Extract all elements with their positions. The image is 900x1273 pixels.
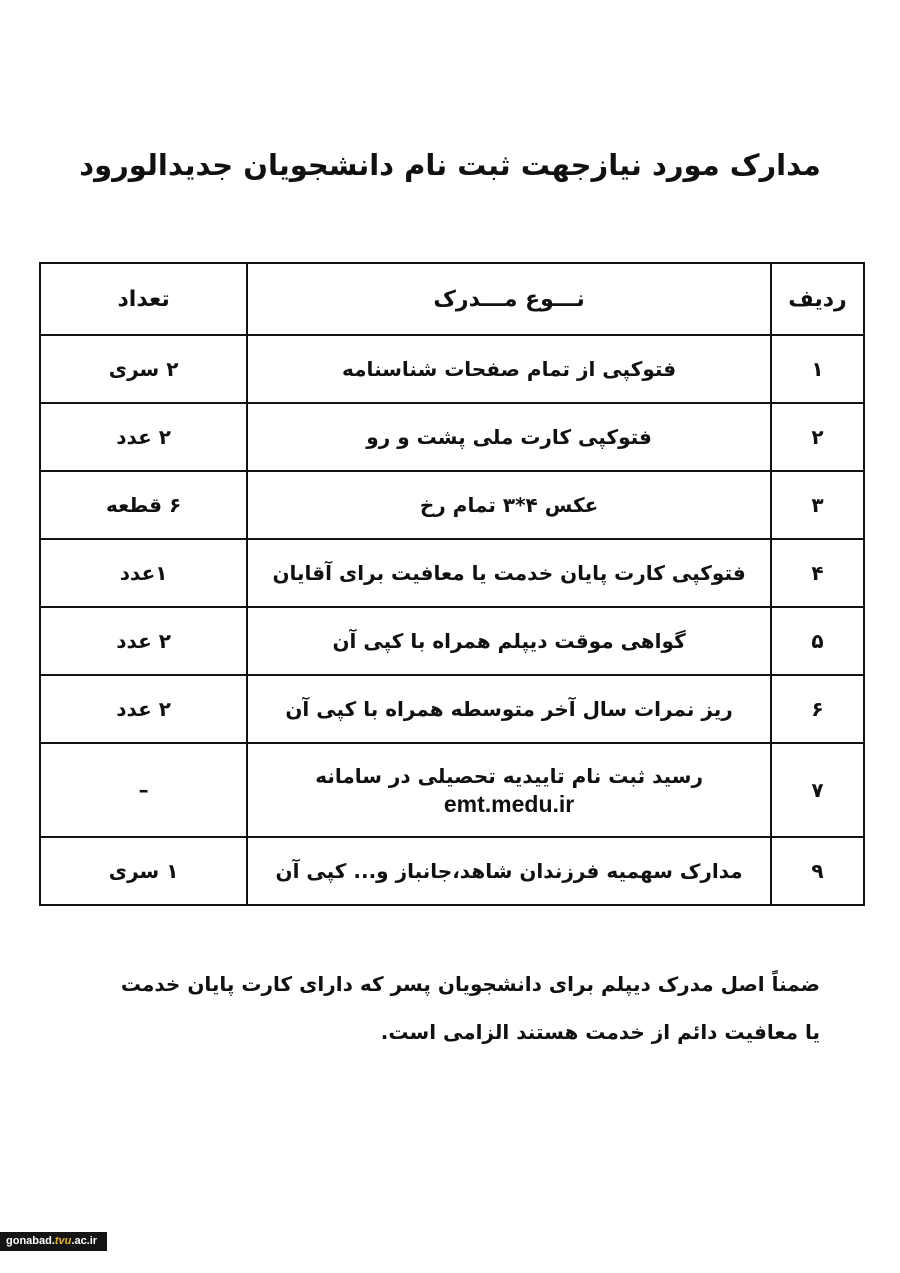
document-text: رسید ثبت نام تاییدیه تحصیلی در سامانه [315,764,703,788]
table-row [40,403,864,471]
table-header-row [40,263,864,335]
watermark-suffix: .ac.ir [71,1235,98,1247]
site-watermark [0,1232,107,1251]
table-row [40,335,864,403]
row-number-cell: ۵ [771,607,864,675]
document-cell: مدارک سهمیه فرزندان شاهد،جانباز و... کپی آن [247,837,771,905]
row-number-cell: ۶ [771,675,864,743]
header-count: تعداد [40,263,247,335]
documents-table [39,262,865,906]
row-number-cell: ۹ [771,837,864,905]
row-number-cell: ۳ [771,471,864,539]
table-row [40,743,864,837]
row-number-cell: ۱ [771,335,864,403]
note-paragraph [75,960,820,1056]
document-cell [247,743,771,837]
document-cell: ریز نمرات سال آخر متوسطه همراه با کپی آن [247,675,771,743]
count-cell: ۶ قطعه [40,471,247,539]
count-cell: ۲ عدد [40,607,247,675]
header-document-type: نـــوع مـــدرک [247,263,771,335]
header-row-number: ردیف [771,263,864,335]
document-cell: فتوکپی از تمام صفحات شناسنامه [247,335,771,403]
row-number-cell: ۲ [771,403,864,471]
table-row [40,607,864,675]
watermark-accent: tvu [54,1235,72,1247]
table-row [40,675,864,743]
note-line-1: ضمناً اصل مدرک دیپلم برای دانشجویان پسر که دارای کارت پایان خدمت [120,972,820,996]
document-cell: فتوکپی کارت پایان خدمت یا معافیت برای آقایان [247,539,771,607]
count-cell: – [40,743,247,837]
watermark-prefix: gonabad. [6,1235,55,1247]
count-cell: ۱عدد [40,539,247,607]
count-cell: ۲ عدد [40,403,247,471]
page-title: مدارک مورد نیازجهت ثبت نام دانشجویان جدیدالورود [79,148,821,182]
note-line-2: یا معافیت دائم از خدمت هستند الزامی است. [380,1020,820,1044]
document-cell: گواهی موقت دیپلم همراه با کپی آن [247,607,771,675]
table-row [40,539,864,607]
document-cell: عکس ۴*۳ تمام رخ [247,471,771,539]
table-row [40,471,864,539]
table-row [40,837,864,905]
count-cell: ۲ عدد [40,675,247,743]
count-cell: ۱ سری [40,837,247,905]
document-url: emt.medu.ir [443,791,575,817]
document-cell: فتوکپی کارت ملی پشت و رو [247,403,771,471]
count-cell: ۲ سری [40,335,247,403]
row-number-cell: ۴ [771,539,864,607]
row-number-cell: ۷ [771,743,864,837]
